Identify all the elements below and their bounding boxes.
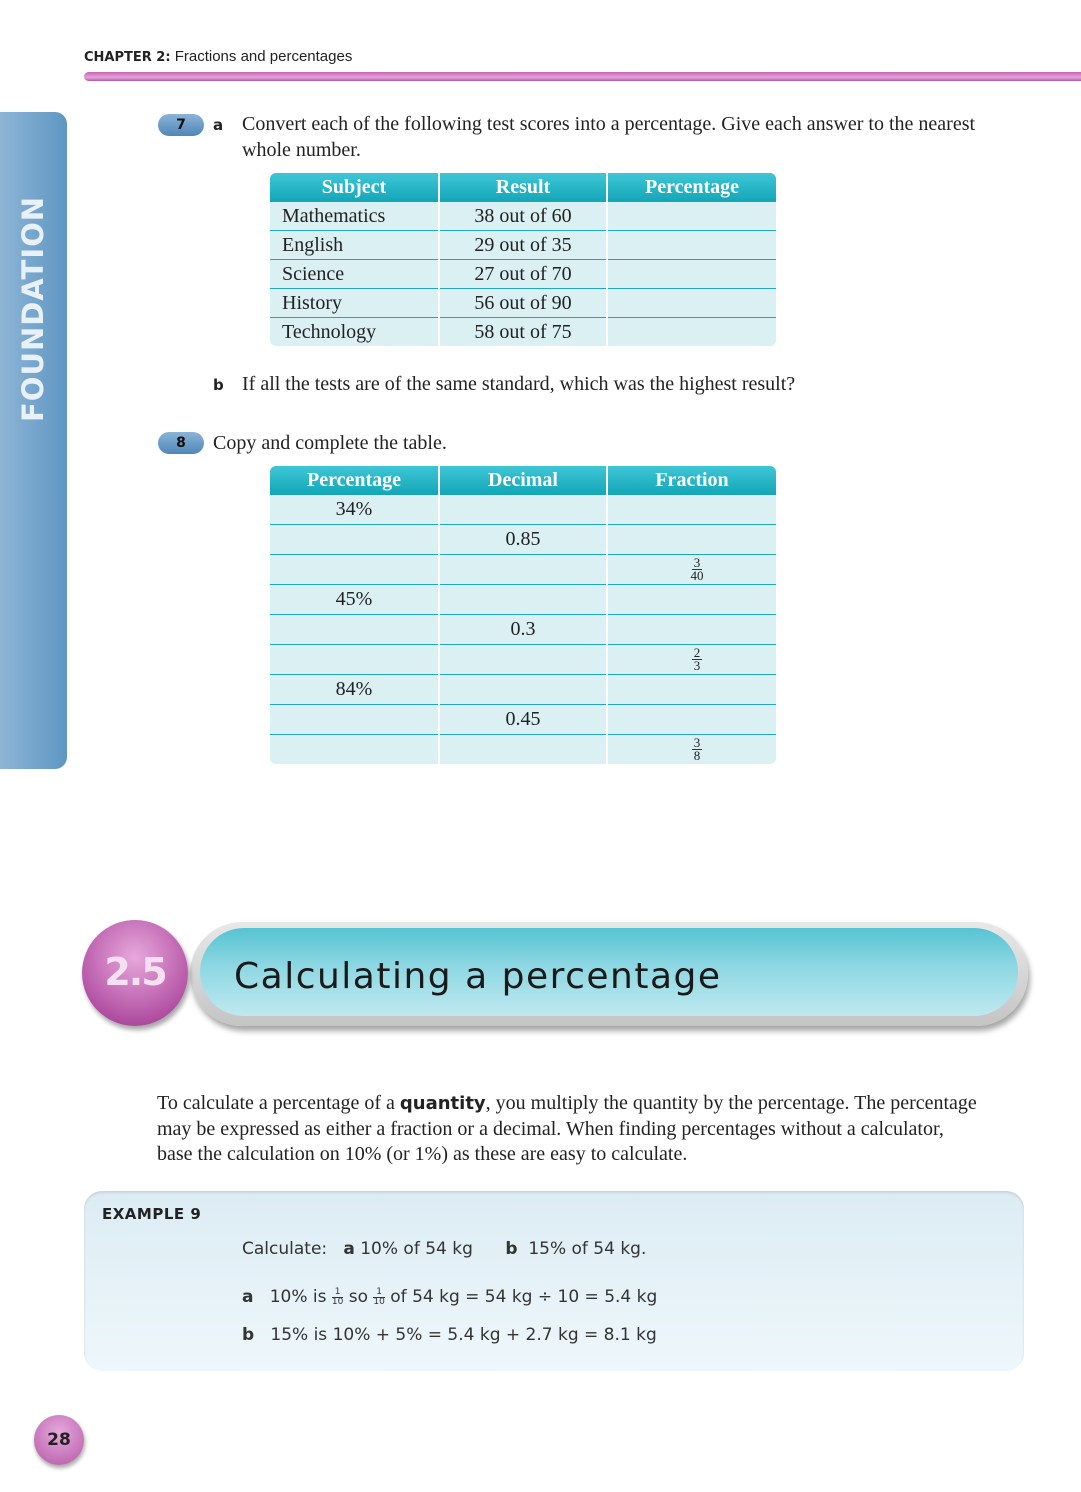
table-row — [270, 524, 776, 554]
question-7-badge: 7 — [158, 114, 204, 136]
question-7b-text: If all the tests are of the same standard, which was the highest result? — [242, 373, 796, 395]
table-cell: English — [270, 230, 438, 259]
table-cell — [440, 644, 606, 674]
column-header: Decimal — [440, 466, 606, 495]
column-header: Fraction — [608, 466, 776, 495]
chapter-header: CHAPTER 2: Fractions and percentages — [84, 48, 353, 65]
table-cell — [270, 734, 438, 764]
table-cell — [270, 614, 438, 644]
table-cell — [608, 230, 776, 259]
foundation-tab — [0, 112, 67, 769]
table-cell — [608, 674, 776, 704]
question-8-badge: 8 — [158, 432, 204, 454]
question-8-text: Copy and complete the table. — [213, 432, 447, 454]
table-cell: Science — [270, 259, 438, 288]
table-row — [270, 704, 776, 734]
table-row — [270, 674, 776, 704]
table-cell: History — [270, 288, 438, 317]
table-cell — [270, 554, 438, 584]
example-title: EXAMPLE 9 — [102, 1205, 202, 1223]
table-row — [270, 317, 776, 346]
table-cell — [608, 317, 776, 346]
table-cell — [608, 704, 776, 734]
table-cell — [440, 495, 606, 524]
foundation-label: FOUNDATION — [16, 195, 50, 422]
intro-paragraph: To calculate a percentage of a quantity, you multiply the quantity by the percentage. The percentage may be expressed as either a fraction or a decimal. When finding percentages without a calculator, base the calculation on 10% (or 1%) as these are easy to calculate. — [157, 1092, 977, 1165]
conversion-table — [268, 466, 778, 764]
table-cell — [608, 288, 776, 317]
question-7a-text: Convert each of the following test scores into a percentage. Give each answer to the nearest whole number. — [242, 113, 976, 161]
table-cell: 0.3 — [440, 614, 606, 644]
table-row — [270, 259, 776, 288]
table-cell: $\frac{2}{3}$ — [608, 644, 776, 674]
section-title: Calculating a percentage — [234, 956, 722, 997]
table-row — [270, 614, 776, 644]
table-cell: 45% — [270, 584, 438, 614]
example-question: Calculate: a 10% of 54 kg b 15% of 54 kg. — [242, 1239, 647, 1259]
table-cell — [440, 734, 606, 764]
table-row — [270, 495, 776, 524]
table-row — [270, 734, 776, 764]
part-b-label: b — [213, 376, 224, 394]
table-cell: $\frac{3}{40}$ — [608, 554, 776, 584]
table-cell — [608, 202, 776, 230]
table-cell — [270, 524, 438, 554]
table-row — [270, 230, 776, 259]
table-row — [270, 288, 776, 317]
table-cell: 56 out of 90 — [440, 288, 606, 317]
section-banner — [190, 922, 1028, 1026]
table-cell: 27 out of 70 — [440, 259, 606, 288]
solution-a: a 10% is $\frac{1}{10}$ so $\frac{1}{10}$ of 54 kg = 54 kg ÷ 10 = 5.4 kg — [242, 1286, 658, 1307]
table-cell — [270, 704, 438, 734]
table-cell: $\frac{3}{8}$ — [608, 734, 776, 764]
solution-b: b 15% is 10% + 5% = 5.4 kg + 2.7 kg = 8.1 kg — [242, 1325, 657, 1345]
column-header: Subject — [270, 173, 438, 202]
section-number-badge: 2.5 — [82, 920, 188, 1026]
table-cell — [608, 524, 776, 554]
part-a-label: a — [213, 116, 224, 134]
header-rule — [84, 72, 1081, 81]
table-cell — [608, 259, 776, 288]
table-cell: 38 out of 60 — [440, 202, 606, 230]
column-header: Percentage — [270, 466, 438, 495]
table-cell: 29 out of 35 — [440, 230, 606, 259]
table-cell — [270, 644, 438, 674]
table-cell — [440, 554, 606, 584]
table-row — [270, 584, 776, 614]
column-header: Percentage — [608, 173, 776, 202]
table-row — [270, 202, 776, 230]
table-cell — [608, 614, 776, 644]
table-cell: 0.45 — [440, 704, 606, 734]
test-scores-table — [268, 173, 778, 346]
table-row — [270, 554, 776, 584]
column-header: Result — [440, 173, 606, 202]
table-cell — [440, 584, 606, 614]
table-cell — [440, 674, 606, 704]
page-number: 28 — [34, 1415, 84, 1465]
table-cell — [608, 495, 776, 524]
table-cell: 34% — [270, 495, 438, 524]
example-box — [84, 1191, 1024, 1371]
table-cell — [608, 584, 776, 614]
table-cell: 84% — [270, 674, 438, 704]
table-cell: Mathematics — [270, 202, 438, 230]
table-cell: Technology — [270, 317, 438, 346]
table-cell: 58 out of 75 — [440, 317, 606, 346]
table-cell: 0.85 — [440, 524, 606, 554]
table-row — [270, 644, 776, 674]
